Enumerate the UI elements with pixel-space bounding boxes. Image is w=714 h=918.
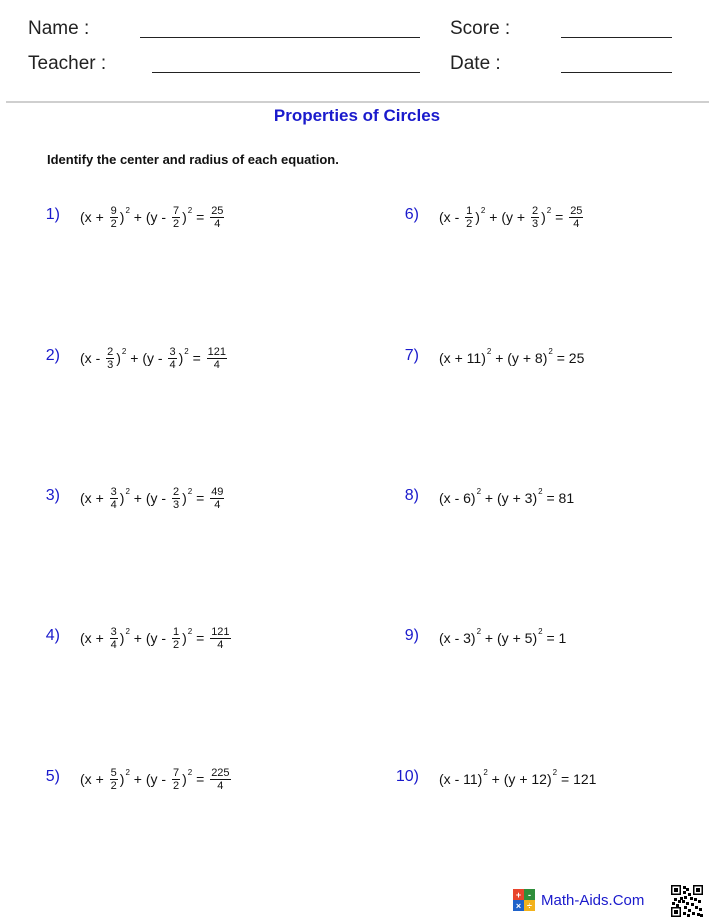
circle-equation bbox=[80, 341, 229, 375]
h-value-denominator: 3 bbox=[107, 358, 114, 371]
exponent: 2 bbox=[476, 626, 482, 636]
h-value-numerator: 9 bbox=[110, 204, 117, 217]
h-operator: + bbox=[95, 209, 104, 225]
equation-text bbox=[100, 350, 104, 366]
exponent: 2 bbox=[187, 626, 193, 636]
equation-text: = bbox=[192, 490, 209, 506]
equation-text: ) bbox=[116, 350, 121, 366]
k-value: 3 bbox=[524, 490, 533, 506]
h-value bbox=[110, 205, 118, 230]
h-value-numerator: 5 bbox=[110, 766, 117, 779]
k-operator: + bbox=[512, 490, 521, 506]
h-value: 11 bbox=[463, 771, 478, 787]
equation-text: + (y bbox=[485, 209, 517, 225]
k-value: 8 bbox=[534, 350, 543, 366]
equation-text: ) bbox=[182, 490, 187, 506]
radius-squared-denominator: 4 bbox=[213, 358, 220, 371]
k-operator: - bbox=[161, 771, 167, 787]
exponent: 2 bbox=[125, 767, 130, 777]
equation-text: + (y bbox=[129, 630, 162, 646]
k-value-denominator: 2 bbox=[172, 638, 180, 651]
exponent: 2 bbox=[184, 346, 189, 356]
h-value-numerator: 3 bbox=[110, 625, 117, 638]
k-value-denominator: 2 bbox=[172, 217, 180, 230]
problem-item bbox=[45, 341, 229, 375]
h-value-denominator: 2 bbox=[110, 779, 117, 792]
equation-text: ) bbox=[532, 490, 538, 506]
exponent: 2 bbox=[476, 486, 482, 496]
h-operator: - bbox=[95, 350, 101, 366]
name-line[interactable] bbox=[140, 37, 420, 38]
equation-text bbox=[525, 209, 529, 225]
header-divider bbox=[6, 101, 709, 103]
exponent: 2 bbox=[480, 205, 486, 215]
h-value-denominator: 2 bbox=[110, 217, 117, 230]
circle-equation bbox=[439, 481, 574, 515]
k-value bbox=[172, 626, 180, 651]
k-operator: - bbox=[157, 350, 163, 366]
h-operator: - bbox=[454, 630, 460, 646]
teacher-line[interactable] bbox=[152, 72, 420, 73]
circle-equation bbox=[80, 200, 226, 234]
h-value bbox=[106, 346, 114, 371]
equation-text: = bbox=[542, 490, 559, 506]
equation-text: (x bbox=[80, 771, 96, 787]
k-value-numerator: 2 bbox=[531, 204, 539, 217]
k-operator: + bbox=[512, 630, 521, 646]
k-value-denominator: 2 bbox=[172, 779, 180, 792]
exponent: 2 bbox=[552, 767, 558, 777]
equation-text: ) bbox=[119, 630, 125, 646]
date-line[interactable] bbox=[561, 72, 672, 73]
radius-squared-numerator: 121 bbox=[211, 625, 230, 638]
site-name: Math-Aids.Com bbox=[541, 891, 645, 909]
equation-text: + (y bbox=[481, 490, 513, 506]
equation-text bbox=[104, 490, 108, 506]
exponent: 2 bbox=[187, 205, 193, 215]
equation-text bbox=[163, 350, 167, 366]
equation-text bbox=[166, 771, 170, 787]
h-value: 6 bbox=[463, 490, 471, 506]
k-value: 12 bbox=[531, 771, 547, 787]
k-value-denominator: 4 bbox=[169, 358, 176, 371]
problem-item bbox=[45, 621, 233, 655]
problem-number: 2) bbox=[45, 347, 60, 364]
h-operator: + bbox=[95, 771, 104, 787]
k-operator: - bbox=[161, 490, 167, 506]
h-operator: + bbox=[95, 490, 104, 506]
exponent: 2 bbox=[187, 486, 193, 496]
radius-squared bbox=[210, 626, 230, 651]
problem-item bbox=[404, 341, 585, 375]
h-operator: + bbox=[454, 350, 463, 366]
radius-squared bbox=[210, 767, 230, 792]
radius-squared bbox=[210, 205, 224, 230]
equation-text: = bbox=[552, 350, 569, 366]
h-value: 11 bbox=[466, 350, 482, 366]
equation-text: ) bbox=[477, 771, 483, 787]
equation-text: ) bbox=[182, 209, 187, 225]
equation-text: + (y bbox=[487, 771, 520, 787]
exponent: 2 bbox=[486, 346, 492, 356]
problem-item bbox=[404, 481, 575, 515]
k-operator: - bbox=[161, 630, 167, 646]
logo-cell-icon: × bbox=[513, 900, 524, 911]
k-value: 5 bbox=[524, 630, 533, 646]
equation-text: (x bbox=[439, 490, 455, 506]
h-value bbox=[110, 626, 118, 651]
problem-item bbox=[45, 762, 233, 796]
h-value bbox=[110, 767, 118, 792]
radius-squared-denominator: 4 bbox=[217, 779, 224, 792]
radius-squared-numerator: 121 bbox=[207, 345, 227, 358]
h-operator: - bbox=[454, 490, 460, 506]
exponent: 2 bbox=[187, 767, 193, 777]
equation-text bbox=[166, 630, 170, 646]
problem-number: 4) bbox=[45, 627, 60, 644]
equation-text: + (y bbox=[126, 350, 158, 366]
equation-text: = bbox=[192, 630, 209, 646]
circle-equation bbox=[80, 762, 233, 796]
k-operator: + bbox=[516, 209, 526, 225]
radius-squared: 81 bbox=[558, 490, 575, 506]
h-value-numerator: 3 bbox=[110, 485, 117, 498]
exponent: 2 bbox=[125, 626, 130, 636]
equation-text: + (y bbox=[129, 490, 162, 506]
problem-item bbox=[45, 481, 226, 515]
circle-equation bbox=[439, 200, 585, 234]
instructions: Identify the center and radius of each equation. bbox=[47, 152, 339, 167]
equation-text: ) bbox=[470, 490, 476, 506]
problem-number: 8) bbox=[404, 487, 419, 504]
problem-number: 5) bbox=[45, 768, 60, 785]
equation-text bbox=[104, 771, 108, 787]
equation-text: (x bbox=[80, 630, 96, 646]
equation-text: (x bbox=[439, 630, 455, 646]
k-value bbox=[172, 486, 180, 511]
problem-item bbox=[395, 762, 597, 796]
circle-equation bbox=[80, 481, 226, 515]
k-value bbox=[168, 346, 176, 371]
equation-text: ) bbox=[541, 209, 546, 225]
equation-text: ) bbox=[542, 350, 548, 366]
equation-text: ) bbox=[119, 209, 125, 225]
circle-equation bbox=[439, 762, 596, 796]
exponent: 2 bbox=[546, 205, 552, 215]
radius-squared-denominator: 4 bbox=[573, 217, 580, 230]
problem-number: 9) bbox=[404, 627, 419, 644]
equation-text bbox=[104, 630, 108, 646]
problem-item bbox=[45, 200, 226, 234]
circle-equation bbox=[80, 621, 233, 655]
k-value bbox=[531, 205, 539, 230]
radius-squared-numerator: 225 bbox=[211, 766, 230, 779]
exponent: 2 bbox=[121, 346, 127, 356]
equation-text: ) bbox=[546, 771, 552, 787]
equation-text: (x bbox=[439, 209, 455, 225]
problem-number: 7) bbox=[404, 347, 419, 364]
h-value-numerator: 2 bbox=[107, 345, 114, 358]
radius-squared: 1 bbox=[558, 630, 567, 646]
problem-number: 3) bbox=[45, 487, 60, 504]
radius-squared: 121 bbox=[573, 771, 597, 787]
exponent: 2 bbox=[125, 486, 130, 496]
problem-number: 10) bbox=[395, 768, 419, 785]
equation-text: + (y bbox=[491, 350, 523, 366]
problem-item bbox=[404, 200, 585, 234]
equation-text: ) bbox=[119, 490, 125, 506]
h-operator: + bbox=[95, 630, 104, 646]
k-value-denominator: 3 bbox=[172, 498, 180, 511]
equation-text: ) bbox=[481, 350, 486, 366]
teacher-label: Teacher : bbox=[28, 53, 107, 74]
radius-squared bbox=[207, 346, 227, 371]
footer-brand bbox=[513, 889, 644, 911]
equation-text: = bbox=[551, 209, 568, 225]
h-operator: - bbox=[454, 771, 460, 787]
h-value-denominator: 4 bbox=[110, 498, 117, 511]
circle-equation bbox=[439, 621, 566, 655]
radius-squared-denominator: 4 bbox=[217, 638, 224, 651]
equation-text: ) bbox=[470, 630, 476, 646]
k-operator: - bbox=[161, 209, 167, 225]
equation-text: = bbox=[192, 209, 209, 225]
score-line[interactable] bbox=[561, 37, 672, 38]
date-label: Date : bbox=[450, 53, 501, 74]
equation-text: (x bbox=[439, 350, 455, 366]
radius-squared-denominator: 4 bbox=[214, 498, 221, 511]
k-operator: + bbox=[519, 771, 528, 787]
h-value-numerator: 1 bbox=[466, 204, 473, 217]
equation-text: = bbox=[557, 771, 574, 787]
radius-squared-numerator: 25 bbox=[211, 204, 224, 217]
equation-text: ) bbox=[532, 630, 538, 646]
exponent: 2 bbox=[125, 205, 130, 215]
radius-squared bbox=[569, 205, 583, 230]
math-aids-logo-icon bbox=[513, 889, 535, 911]
k-value-denominator: 3 bbox=[531, 217, 539, 230]
equation-text: = bbox=[188, 350, 205, 366]
exponent: 2 bbox=[538, 486, 543, 496]
equation-text bbox=[166, 490, 170, 506]
equation-text bbox=[104, 209, 108, 225]
exponent: 2 bbox=[483, 767, 488, 777]
circle-equation bbox=[439, 341, 584, 375]
name-label: Name : bbox=[28, 18, 90, 39]
k-value bbox=[172, 767, 180, 792]
k-operator: + bbox=[522, 350, 532, 366]
equation-text: ) bbox=[475, 209, 480, 225]
equation-text: ) bbox=[119, 771, 125, 787]
equation-text: = bbox=[542, 630, 559, 646]
problem-item bbox=[404, 621, 567, 655]
equation-text: ) bbox=[178, 350, 184, 366]
equation-text bbox=[166, 209, 170, 225]
equation-text: + (y bbox=[129, 209, 162, 225]
problem-number: 1) bbox=[45, 206, 60, 223]
k-value-numerator: 7 bbox=[172, 766, 180, 779]
equation-text: (x bbox=[80, 350, 96, 366]
equation-text: + (y bbox=[129, 771, 162, 787]
radius-squared-numerator: 25 bbox=[570, 204, 583, 217]
h-value bbox=[465, 205, 473, 230]
equation-text bbox=[459, 209, 463, 225]
equation-text: (x bbox=[80, 209, 96, 225]
equation-text: + (y bbox=[481, 630, 513, 646]
h-operator: - bbox=[454, 209, 460, 225]
exponent: 2 bbox=[548, 346, 553, 356]
radius-squared bbox=[210, 486, 224, 511]
problem-number: 6) bbox=[404, 206, 419, 223]
equation-text: = bbox=[192, 771, 209, 787]
k-value-numerator: 1 bbox=[172, 625, 180, 638]
k-value-numerator: 7 bbox=[172, 204, 180, 217]
exponent: 2 bbox=[538, 626, 543, 636]
h-value: 3 bbox=[463, 630, 471, 646]
worksheet-title: Properties of Circles bbox=[273, 106, 441, 125]
k-value-numerator: 3 bbox=[169, 345, 176, 358]
equation-text: (x bbox=[80, 490, 96, 506]
equation-text: ) bbox=[182, 771, 187, 787]
h-value-denominator: 4 bbox=[110, 638, 117, 651]
h-value-denominator: 2 bbox=[466, 217, 473, 230]
logo-cell-icon: + bbox=[513, 889, 524, 900]
score-label: Score : bbox=[450, 18, 511, 39]
k-value-numerator: 2 bbox=[172, 485, 180, 498]
equation-text: ) bbox=[182, 630, 187, 646]
radius-squared-numerator: 49 bbox=[211, 485, 224, 498]
logo-cell-icon: - bbox=[524, 889, 535, 900]
k-value bbox=[172, 205, 180, 230]
radius-squared-denominator: 4 bbox=[214, 217, 221, 230]
h-value bbox=[110, 486, 118, 511]
radius-squared: 25 bbox=[568, 350, 585, 366]
logo-cell-icon: ÷ bbox=[524, 900, 535, 911]
qr-code-icon bbox=[670, 884, 704, 918]
equation-text: (x bbox=[439, 771, 455, 787]
